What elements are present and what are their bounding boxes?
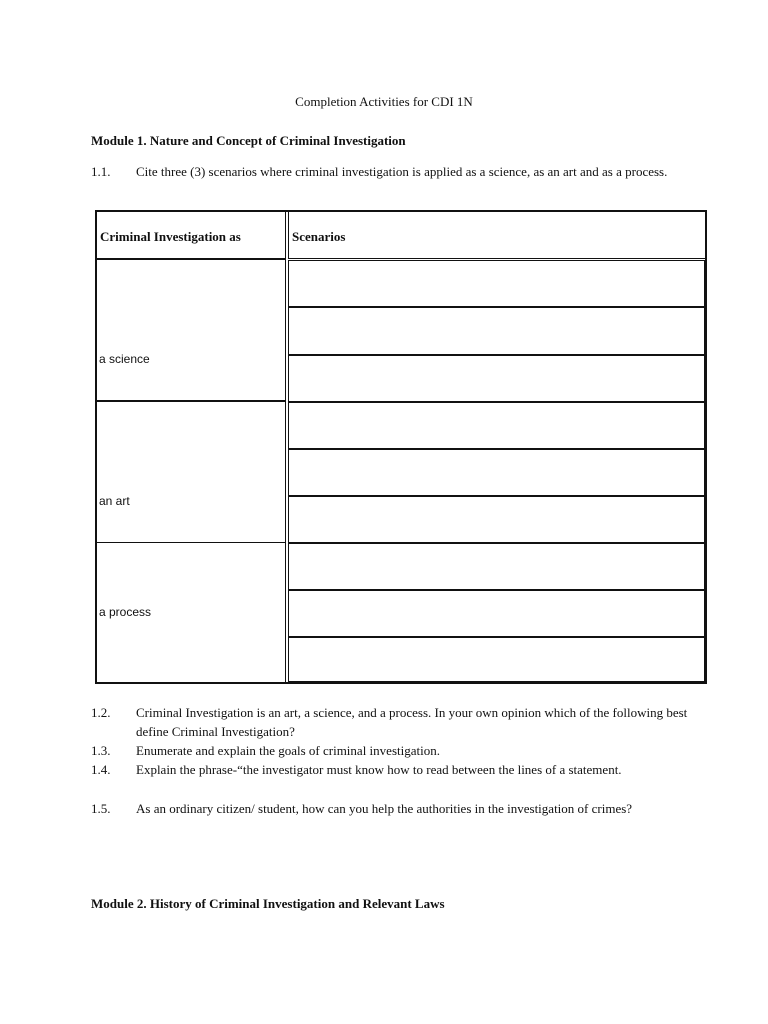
column-header-label: Criminal Investigation as (100, 229, 241, 244)
question-text: As an ordinary citizen/ student, how can you help the authorities in the investigation of crimes? (136, 801, 633, 816)
scenario-blank[interactable] (288, 402, 705, 449)
question-1-2 (91, 704, 691, 742)
table-row-art-label (97, 401, 286, 543)
scenario-blank[interactable] (288, 543, 705, 590)
question-number: 1.3. (91, 743, 111, 758)
page-title: Completion Activities for CDI 1N (295, 94, 473, 109)
scenario-blank[interactable] (288, 449, 705, 496)
row-label: a process (99, 605, 152, 619)
scenario-blank[interactable] (288, 355, 705, 402)
question-text: Enumerate and explain the goals of criminal investigation. (136, 743, 440, 758)
row-label: an art (99, 494, 130, 508)
scenario-table (95, 210, 707, 684)
scenario-blank[interactable] (288, 637, 705, 682)
table-row-science-label (97, 259, 286, 401)
column-header-label: Scenarios (292, 229, 346, 244)
table-header-scenarios (288, 212, 705, 259)
scenario-blank[interactable] (288, 260, 705, 307)
module-2-heading: Module 2. History of Criminal Investigation and Relevant Laws (91, 896, 445, 911)
question-number: 1.2. (91, 705, 111, 720)
table-row-process-label (97, 542, 286, 684)
question-text: Explain the phrase-“the investigator must know how to read between the lines of a statement. (136, 762, 622, 777)
row-label: a science (99, 352, 150, 366)
question-number: 1.4. (91, 762, 111, 777)
scenario-blank[interactable] (288, 590, 705, 637)
table-header-category (97, 212, 286, 259)
module-1-heading: Module 1. Nature and Concept of Criminal Investigation (91, 133, 406, 148)
question-number: 1.1. (91, 164, 111, 179)
scenario-blank[interactable] (288, 307, 705, 355)
question-text: Cite three (3) scenarios where criminal investigation is applied as a science, as an art and as a process. (136, 164, 668, 179)
scenario-blank[interactable] (288, 496, 705, 543)
question-text: Criminal Investigation is an art, a science, and a process. In your own opinion which of the following best define Criminal Investigation? (136, 705, 688, 739)
question-number: 1.5. (91, 801, 111, 816)
